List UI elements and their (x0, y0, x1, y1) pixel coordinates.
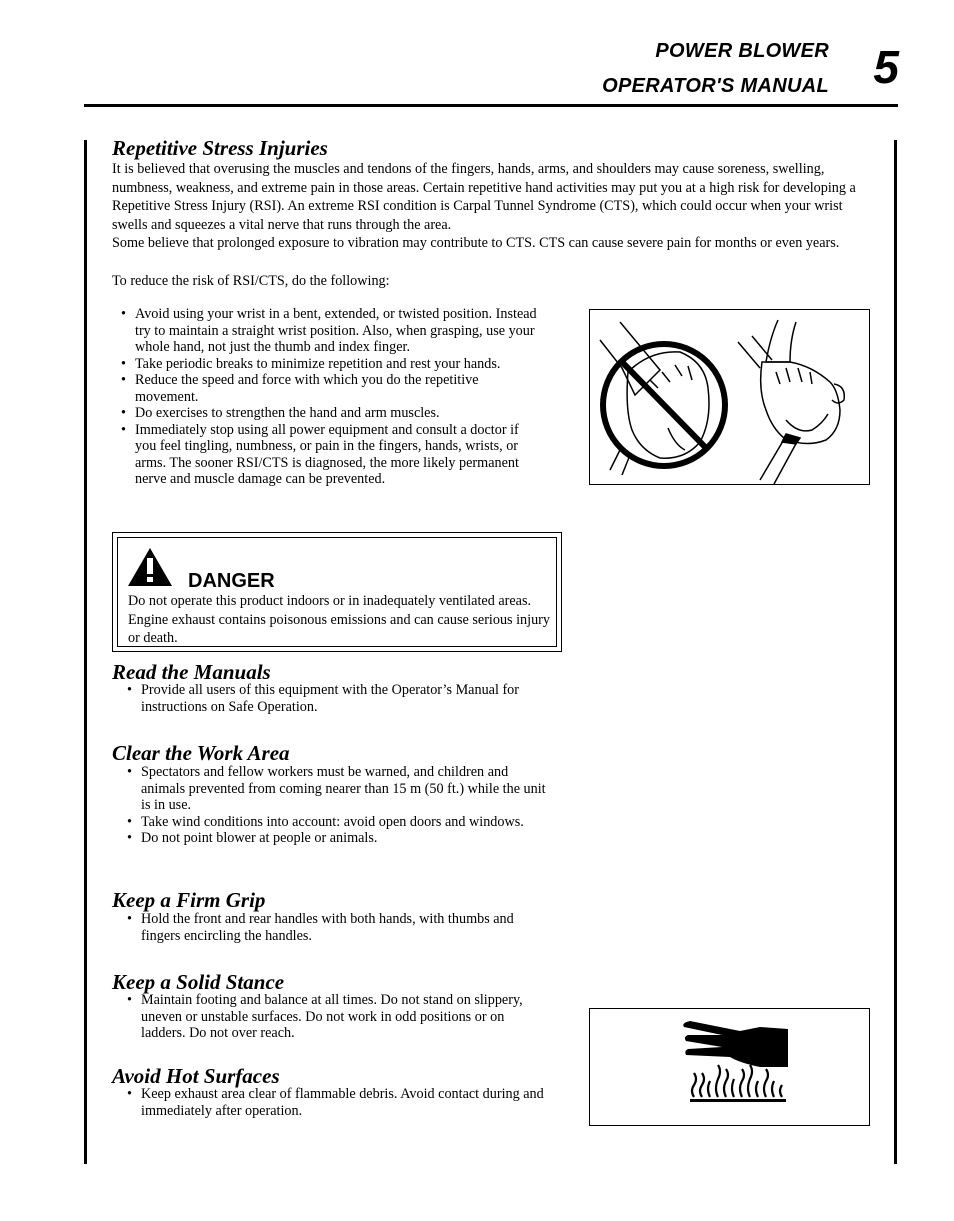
left-margin-rule (84, 140, 87, 1164)
wrist-position-figure (589, 309, 870, 485)
page-number: 5 (873, 41, 899, 93)
danger-text: Do not operate this product indoors or in inadequately ventilated areas. Engine exhaust contains poisonous emissions and can cause serious injury or death. (128, 593, 551, 647)
list-item: • Avoid using your wrist in a bent, extended, or twisted position. Instead try to maintain a straight wrist position. Also, when grasping, use your whole hand, not just the thumb and index finger. (121, 306, 541, 356)
gloved-hands-illustration (590, 310, 869, 484)
hot-surface-figure (589, 1008, 870, 1126)
danger-title: DANGER (188, 570, 275, 592)
clear-work-area-heading: Clear the Work Area (112, 741, 290, 765)
firm-grip-heading: Keep a Firm Grip (112, 888, 266, 912)
title-line-1: POWER BLOWER (655, 40, 829, 62)
hot-surfaces-heading: Avoid Hot Surfaces (112, 1064, 280, 1088)
list-item: • Take wind conditions into account: avoid open doors and windows. (127, 814, 552, 831)
list-item: • Do exercises to strengthen the hand and arm muscles. (121, 405, 541, 422)
title-line-2: OPERATOR'S MANUAL (602, 75, 829, 97)
read-manuals-heading: Read the Manuals (112, 660, 271, 684)
correct-grip-illustration (738, 320, 844, 484)
list-item: • Maintain footing and balance at all times. Do not stand on slippery, uneven or unstable surfaces. Do not work in odd positions or on ladders. Do not over reach. (127, 992, 552, 1042)
solid-stance-list (127, 992, 552, 1042)
hand-over-heat-icon (590, 1009, 869, 1125)
list-item: • Immediately stop using all power equipment and consult a doctor if you feel tingling, numbness, or pain in the fingers, hands, wrists, or arms. The sooner RSI/CTS is diagnosed, the more likely permanent nerve and muscle damage can be prevented. (121, 422, 541, 488)
firm-grip-list (127, 911, 547, 944)
rsi-paragraph-1: It is believed that overusing the muscles and tendons of the fingers, hands, arms, and shoulders may cause soreness, swelling, numbness, weakness, and extreme pain in those areas. Certain repetitive hand activities may put you at a high risk for developing a Repetitive Stress Injury (RSI). An extreme RSI condition is Carpal Tunnel Syndrome (CTS), which could occur when your wrist swells and squeezes a vital nerve that runs through the area. (112, 161, 856, 233)
rsi-paragraph-3: To reduce the risk of RSI/CTS, do the following: (112, 273, 390, 289)
rsi-bullet-list (121, 306, 541, 488)
read-manuals-list (127, 682, 547, 715)
heat-waves-icon (692, 1065, 782, 1097)
list-item: • Spectators and fellow workers must be warned, and children and animals prevented from coming nearer than 15 m (50 ft.) while the unit is in use. (127, 764, 552, 814)
rsi-paragraph-2: Some believe that prolonged exposure to vibration may contribute to CTS. CTS can cause severe pain for months or even years. (112, 235, 840, 251)
clear-work-area-list (127, 764, 552, 847)
list-item: • Do not point blower at people or animals. (127, 830, 552, 847)
solid-stance-heading: Keep a Solid Stance (112, 970, 285, 994)
list-item: • Take periodic breaks to minimize repetition and rest your hands. (121, 356, 541, 373)
rsi-heading: Repetitive Stress Injuries (112, 136, 328, 160)
list-item: • Provide all users of this equipment with the Operator’s Manual for instructions on Safe Operation. (127, 682, 547, 715)
list-item: • Hold the front and rear handles with both hands, with thumbs and fingers encircling the handles. (127, 911, 547, 944)
list-item: • Keep exhaust area clear of flammable debris. Avoid contact during and immediately after operation. (127, 1086, 552, 1119)
right-margin-rule (894, 140, 897, 1164)
danger-notice (112, 532, 562, 652)
warning-triangle-icon (126, 546, 174, 588)
header-rule (84, 104, 898, 107)
list-item: • Reduce the speed and force with which you do the repetitive movement. (121, 372, 541, 405)
manual-title (602, 34, 829, 104)
hot-surfaces-list (127, 1086, 552, 1119)
